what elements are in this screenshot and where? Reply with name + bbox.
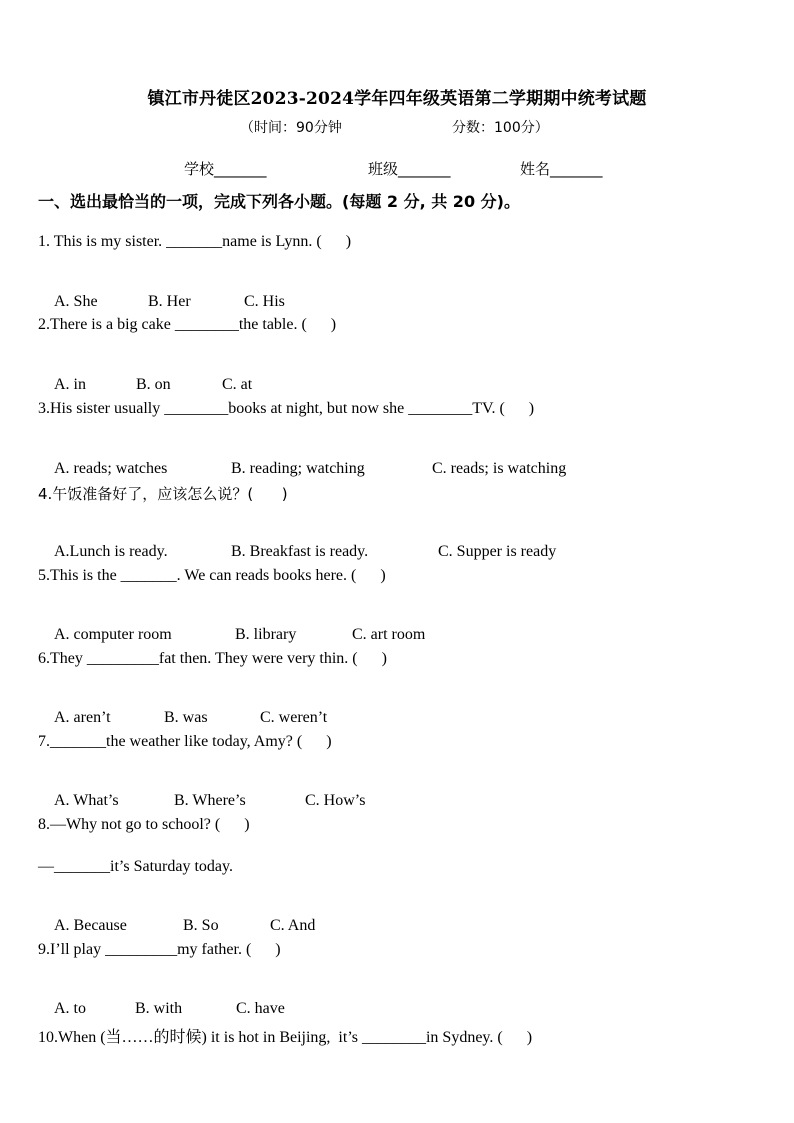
option-b: B. was bbox=[164, 709, 208, 726]
option-c: C. And bbox=[270, 917, 316, 934]
class-field: 班级_______ bbox=[368, 160, 451, 178]
option-a: A. computer room bbox=[54, 626, 172, 643]
exam-score: 分数：100分） bbox=[452, 120, 549, 136]
option-c: C. His bbox=[244, 293, 285, 310]
option-c: C. reads; is watching bbox=[432, 460, 567, 477]
option-a: A. What’s bbox=[54, 792, 119, 809]
option-b: B. So bbox=[183, 917, 219, 934]
option-c: C. weren’t bbox=[260, 709, 328, 726]
option-b: B. library bbox=[235, 626, 297, 643]
option-a: A. Because bbox=[54, 917, 127, 934]
option-c: C. have bbox=[236, 1000, 285, 1017]
question-stem: 9.I’ll play _________my father. ( ) bbox=[38, 941, 281, 958]
question-reply: —_______it’s Saturday today. bbox=[38, 858, 233, 875]
option-c: C. art room bbox=[352, 626, 426, 643]
option-b: B. Breakfast is ready. bbox=[231, 543, 369, 560]
question-stem: 3.His sister usually ________books at night, but now she ________TV. ( ) bbox=[38, 400, 535, 417]
exam-title: 镇江市丹徒区2023-2024学年四年级英语第二学期期中统考试题 bbox=[147, 89, 647, 109]
option-b: B. Where’s bbox=[174, 792, 246, 809]
option-a: A. in bbox=[54, 376, 86, 393]
question-stem: 5.This is the _______. We can reads books here. ( ) bbox=[38, 567, 386, 584]
option-c: C. How’s bbox=[305, 792, 366, 809]
school-field: 学校_______ bbox=[184, 160, 267, 178]
option-b: B. reading; watching bbox=[231, 460, 365, 477]
option-a: A. reads; watches bbox=[54, 460, 168, 477]
option-c: C. at bbox=[222, 376, 253, 393]
option-a: A. to bbox=[54, 1000, 86, 1017]
option-a: A.Lunch is ready. bbox=[54, 543, 168, 560]
exam-time: （时间：90分钟 bbox=[240, 120, 342, 136]
section-heading: 一、选出最恰当的一项，完成下列各小题。(每题 2 分, 共 20 分)。 bbox=[38, 192, 520, 211]
question-stem: 4.午饭准备好了，应该怎么说？( ) bbox=[38, 485, 288, 503]
question-stem: 8.—Why not go to school? ( ) bbox=[38, 816, 250, 833]
question-stem: 10.When (当……的时候) it is hot in Beijing, it’s ________in Sydney. ( ) bbox=[38, 1029, 533, 1046]
question-stem: 1. This is my sister. _______name is Lynn. ( ) bbox=[38, 233, 352, 250]
option-b: B. with bbox=[135, 1000, 183, 1017]
option-b: B. Her bbox=[148, 293, 191, 310]
question-stem: 2.There is a big cake ________the table. ( ) bbox=[38, 316, 337, 333]
option-a: A. aren’t bbox=[54, 709, 111, 726]
option-b: B. on bbox=[136, 376, 171, 393]
question-stem: 7._______the weather like today, Amy? ( ) bbox=[38, 733, 332, 750]
question-stem: 6.They _________fat then. They were very thin. ( ) bbox=[38, 650, 387, 667]
option-a: A. She bbox=[54, 293, 98, 310]
name-field: 姓名_______ bbox=[520, 160, 603, 178]
option-c: C. Supper is ready bbox=[438, 543, 557, 560]
